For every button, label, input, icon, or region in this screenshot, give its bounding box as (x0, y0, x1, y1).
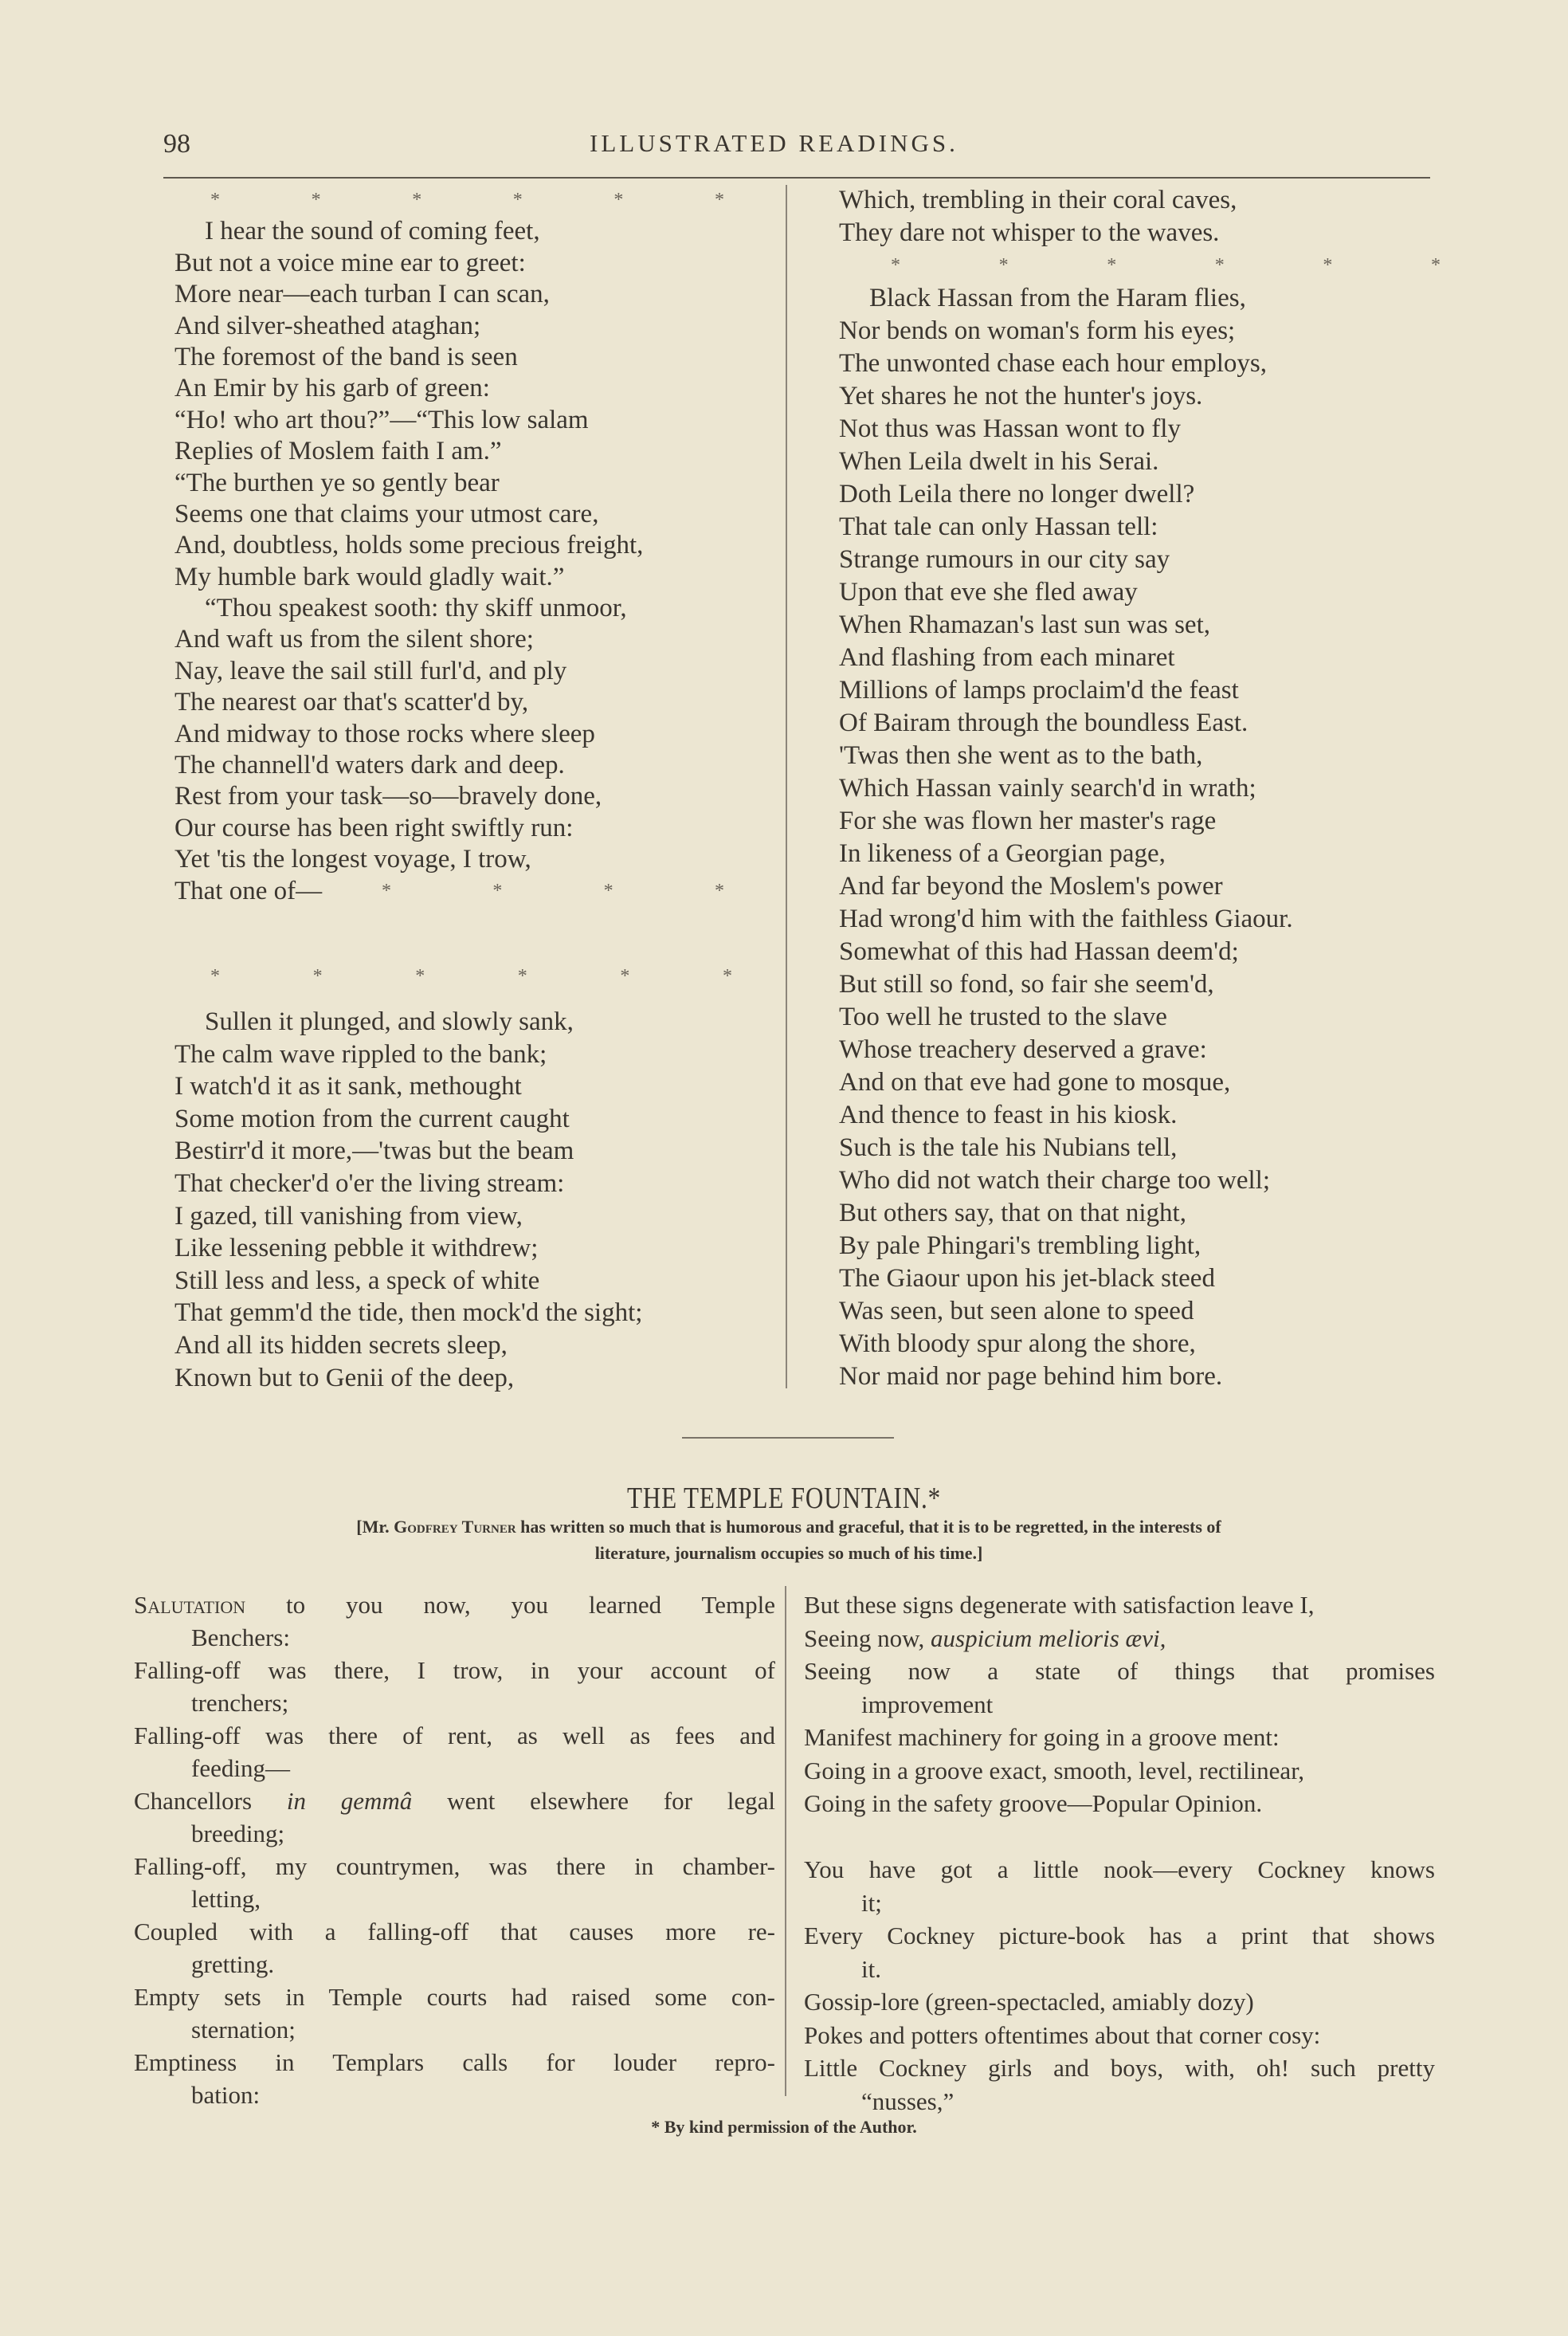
verse-line: The nearest oar that's scatter'd by, (174, 688, 529, 717)
verse-line: Black Hassan from the Haram flies, (869, 284, 1246, 312)
verse-line (804, 1588, 1435, 1622)
verse-text: Every Cockney picture-book has a print that shows (804, 1922, 1435, 1949)
verse-line: Had wrong'd him with the faithless Giaour. (839, 905, 1293, 933)
verse-line: Sullen it plunged, and slowly sank, (205, 1007, 574, 1036)
star-icon: * (210, 190, 220, 210)
verse-line: And thence to feast in his kiosk. (839, 1101, 1178, 1129)
verse-line: And waft us from the silent shore; (174, 625, 534, 654)
star-separator (839, 249, 1441, 282)
star-icon: * (1214, 255, 1225, 276)
fountain-right-column (804, 1588, 1435, 2118)
verse-text: it. (861, 1954, 881, 1983)
verse-text: Falling-off, my countrymen, was there in chamber- (134, 1852, 775, 1880)
small-caps-text: Salutation (134, 1591, 246, 1619)
verse-line: Yet shares he not the hunter's joys. (839, 382, 1203, 410)
verse-line: That gemm'd the tide, then mock'd the sight; (174, 1298, 643, 1328)
editor-note-line-1 (159, 1517, 1418, 1537)
verse-line: Seems one that claims your utmost care, (174, 499, 599, 528)
star-icon: * (891, 255, 900, 276)
verse-line (804, 1886, 1435, 1920)
verse-line (134, 1654, 775, 1686)
verse-line: The foremost of the band is seen (174, 342, 518, 371)
verse-line (134, 1981, 775, 2013)
verse-line (804, 1688, 1435, 1722)
stanza-break (804, 1820, 1435, 1854)
verse-line (804, 1853, 1435, 1886)
verse-text: Chancellors (134, 1787, 287, 1815)
verse-line: My humble bark would gladly wait.” (174, 562, 565, 591)
star-icon: * (517, 966, 527, 987)
column-divider (785, 1586, 786, 2096)
verse-text: to you now, you learned Temple (245, 1591, 775, 1619)
verse-text: bation: (191, 2081, 261, 2109)
verse-line: By pale Phingari's trembling light, (839, 1231, 1201, 1260)
verse-line: I watch'd it as it sank, methought (174, 1072, 522, 1101)
verse-line: Millions of lamps proclaim'd the feast (839, 676, 1239, 705)
verse-line: The channell'd waters dark and deep. (174, 751, 565, 780)
verse-line (134, 1817, 775, 1850)
verse-line: The unwonted chase each hour employs, (839, 349, 1267, 378)
author-name: Godfrey Turner (394, 1517, 516, 1537)
poem-left-column-top (174, 185, 732, 907)
star-icon: * (620, 966, 630, 987)
verse-line (134, 1883, 775, 1915)
verse-line (804, 1622, 1435, 1655)
verse-line (804, 1985, 1435, 2019)
verse-line (804, 1655, 1435, 1688)
verse-line: And far beyond the Moslem's power (839, 872, 1223, 901)
verse-text: trenchers; (191, 1689, 289, 1717)
verse-line (134, 1686, 775, 1719)
star-icon: * (714, 880, 724, 901)
verse-line: But not a voice mine ear to greet: (174, 248, 526, 277)
verse-text: letting, (191, 1885, 261, 1913)
star-icon: * (613, 190, 624, 210)
verse-line: They dare not whisper to the waves. (839, 218, 1220, 247)
verse-text: Seeing now a state of things that promises (804, 1657, 1435, 1685)
verse-line (134, 2013, 775, 2046)
verse-line: Yet 'tis the longest voyage, I trow, (174, 845, 531, 874)
verse-line: Such is the tale his Nubians tell, (839, 1133, 1178, 1162)
verse-line: Nor bends on woman's form his eyes; (839, 316, 1236, 345)
verse-line: And on that eve had gone to mosque, (839, 1068, 1231, 1097)
verse-line (134, 2046, 775, 2079)
verse-line: And all its hidden secrets sleep, (174, 1330, 508, 1360)
verse-line: Was seen, but seen alone to speed (839, 1297, 1194, 1325)
poem-title: THE TEMPLE FOUNTAIN.* (626, 1482, 942, 1515)
star-icon: * (412, 190, 422, 210)
star-separator (174, 185, 732, 216)
verse-line: Of Bairam through the boundless East. (839, 709, 1249, 737)
verse-line: An Emir by his garb of green: (174, 374, 490, 403)
verse-line (804, 1787, 1435, 1820)
verse-line (134, 1850, 775, 1883)
verse-line (134, 1915, 775, 1948)
verse-text: Falling-off was there, I trow, in your account of (134, 1656, 775, 1684)
verse-line: Which Hassan vainly search'd in wrath; (839, 774, 1256, 803)
verse-line: I hear the sound of coming feet, (205, 217, 540, 246)
verse-text: feeding— (191, 1754, 290, 1782)
verse-line: Some motion from the current caught (174, 1104, 570, 1133)
verse-line: But still so fond, so fair she seem'd, (839, 970, 1214, 999)
verse-text: gretting. (191, 1950, 275, 1978)
verse-text: You have got a little nook—every Cockney knows (804, 1855, 1435, 1883)
verse-line: Doth Leila there no longer dwell? (839, 480, 1195, 508)
verse-line-last (174, 876, 732, 907)
verse-text: breeding; (191, 1820, 285, 1847)
star-icon: * (714, 190, 724, 210)
verse-line: Strange rumours in our city say (839, 545, 1170, 574)
star-icon: * (382, 880, 391, 901)
verse-line: Known but to Genii of the deep, (174, 1363, 515, 1392)
star-icon: * (415, 966, 425, 987)
star-icon: * (1107, 255, 1117, 276)
verse-line: Who did not watch their charge too well; (839, 1166, 1270, 1195)
verse-text: Seeing now, (804, 1623, 931, 1652)
star-icon: * (1430, 255, 1441, 276)
verse-line (804, 1721, 1435, 1754)
verse-line (134, 1948, 775, 1981)
verse-line (804, 1754, 1435, 1788)
verse-line (134, 1752, 775, 1784)
verse-line (804, 2051, 1435, 2085)
verse-line: “Thou speakest sooth: thy skiff unmoor, (205, 594, 627, 623)
verse-line: When Leila dwelt in his Serai. (839, 447, 1159, 476)
verse-line: And silver-sheathed ataghan; (174, 311, 481, 340)
verse-line: Our course has been right swiftly run: (174, 813, 574, 842)
verse-line: For she was flown her master's rage (839, 807, 1217, 835)
poem-right-column (839, 184, 1441, 1393)
verse-line (804, 1953, 1435, 1986)
verse-text: Benchers: (191, 1623, 290, 1651)
verse-text: But these signs degenerate with satisfaction leave I, (804, 1591, 1315, 1619)
star-separator (210, 966, 732, 987)
verse-text: Little Cockney girls and boys, with, oh! such pretty (804, 2054, 1435, 2082)
verse-line: “Ho! who art thou?”—“This low salam (174, 405, 589, 434)
verse-line: When Rhamazan's last sun was set, (839, 611, 1210, 639)
star-icon: * (210, 966, 220, 987)
verse-line: More near—each turban I can scan, (174, 280, 550, 309)
verse-line (134, 1784, 775, 1817)
star-icon: * (1323, 255, 1333, 276)
verse-text: Pokes and potters oftentimes about that corner cosy: (804, 2020, 1321, 2049)
star-icon: * (311, 190, 321, 210)
verse-line: Somewhat of this had Hassan deem'd; (839, 937, 1239, 966)
verse-line: Like lessening pebble it withdrew; (174, 1234, 539, 1263)
verse-line: That tale can only Hassan tell: (839, 512, 1158, 541)
italic-text: in gemmâ (286, 1787, 413, 1815)
note-text: has written so much that is humorous and graceful, that it is to be regretted, in the interests of (515, 1517, 1221, 1537)
verse-line: Upon that eve she fled away (839, 578, 1138, 607)
star-icon: * (722, 966, 732, 987)
verse-line: But others say, that on that night, (839, 1199, 1186, 1227)
verse-text: That one of— (174, 876, 323, 905)
verse-text: “nusses,” (861, 2087, 955, 2115)
verse-line: Still less and less, a speck of white (174, 1266, 540, 1295)
verse-text: Going in a groove exact, smooth, level, rectilinear, (804, 1756, 1305, 1784)
verse-line: Rest from your task—so—bravely done, (174, 782, 602, 811)
verse-line: Not thus was Hassan wont to fly (839, 414, 1181, 443)
verse-text: Emptiness in Templars calls for louder repro- (134, 2048, 775, 2076)
verse-line: I gazed, till vanishing from view, (174, 1201, 523, 1231)
verse-line (134, 2079, 775, 2111)
verse-text: Falling-off was there of rent, as well as fees and (134, 1722, 775, 1749)
verse-line (804, 2085, 1435, 2118)
verse-line: The calm wave rippled to the bank; (174, 1039, 547, 1069)
verse-line (134, 1621, 775, 1654)
verse-line: Which, trembling in their coral caves, (839, 186, 1237, 214)
verse-text: Gossip-lore (green-spectacled, amiably dozy) (804, 1988, 1254, 2016)
verse-line (804, 1919, 1435, 1953)
column-divider (786, 185, 787, 1388)
verse-text: went elsewhere for legal (412, 1787, 775, 1815)
verse-line (804, 2019, 1435, 2052)
verse-line: 'Twas then she went as to the bath, (839, 741, 1203, 770)
fountain-left-column (134, 1588, 775, 2111)
verse-line: Whose treachery deserved a grave: (839, 1035, 1207, 1064)
verse-line: Bestirr'd it more,—'twas but the beam (174, 1137, 574, 1166)
verse-text: it; (861, 1888, 882, 1917)
italic-text: auspicium melioris ævi, (931, 1623, 1166, 1652)
verse-line: That checker'd o'er the living stream: (174, 1168, 565, 1198)
section-rule (682, 1437, 894, 1439)
star-icon: * (492, 880, 503, 901)
star-icon: * (603, 880, 613, 901)
star-icon: * (312, 966, 323, 987)
verse-text: sternation; (191, 2016, 296, 2044)
note-text: [Mr. (356, 1517, 394, 1537)
verse-text: Empty sets in Temple courts had raised some con- (134, 1983, 775, 2011)
verse-text: Going in the safety groove—Popular Opinion. (804, 1789, 1263, 1817)
editor-note-line-2: literature, journalism occupies so much of his time.] (594, 1543, 983, 1563)
footnote: * By kind permission of the Author. (651, 2117, 917, 2137)
verse-line: In likeness of a Georgian page, (839, 839, 1166, 868)
verse-line: Nay, leave the sail still furl'd, and ply (174, 656, 567, 685)
verse-text: improvement (861, 1690, 994, 1718)
star-icon: * (998, 255, 1009, 276)
verse-line: And flashing from each minaret (839, 643, 1175, 672)
star-icon: * (512, 190, 523, 210)
page-number: 98 (163, 129, 190, 159)
running-title: ILLUSTRATED READINGS. (590, 129, 958, 157)
verse-line: Nor maid nor page behind him bore. (839, 1362, 1223, 1391)
verse-line (134, 1719, 775, 1752)
header-rule (163, 177, 1430, 179)
verse-text: Coupled with a falling-off that causes more re- (134, 1918, 775, 1945)
verse-text: Manifest machinery for going in a groove ment: (804, 1723, 1280, 1751)
poem-left-column-bottom (174, 1006, 732, 1394)
verse-line: With bloody spur along the shore, (839, 1329, 1196, 1358)
verse-line: Replies of Moslem faith I am.” (174, 437, 502, 466)
verse-line: And, doubtless, holds some precious freight, (174, 531, 644, 560)
verse-line: Too well he trusted to the slave (839, 1003, 1167, 1031)
verse-line (134, 1588, 775, 1621)
verse-line: The Giaour upon his jet-black steed (839, 1264, 1215, 1293)
verse-line: And midway to those rocks where sleep (174, 719, 595, 748)
verse-line: “The burthen ye so gently bear (174, 468, 500, 497)
